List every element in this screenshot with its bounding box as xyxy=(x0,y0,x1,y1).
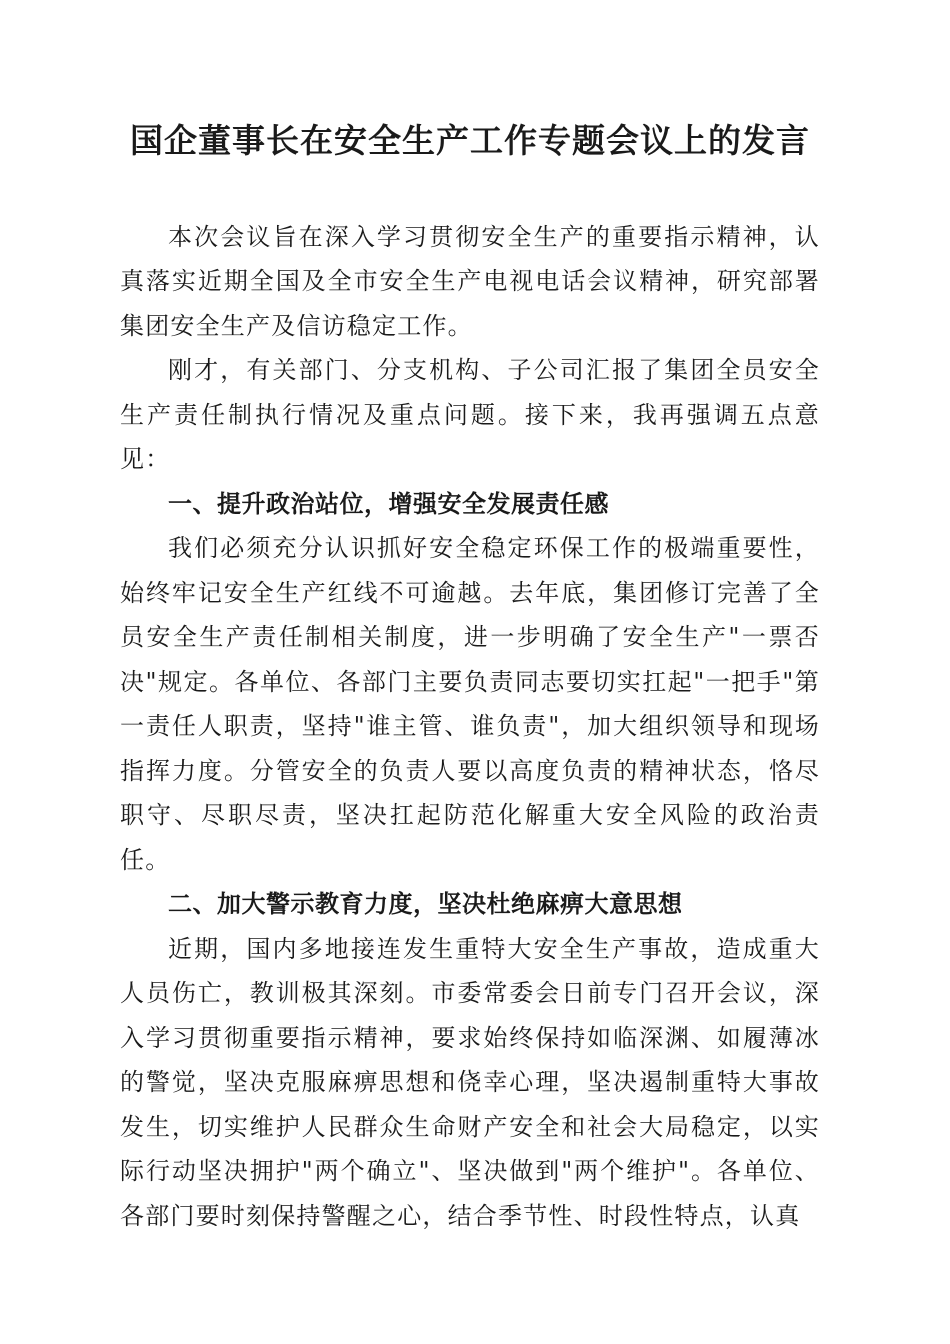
intro-paragraph: 刚才，有关部门、分支机构、子公司汇报了集团全员安全生产责任制执行情况及重点问题。接下来，我再强调五点意见： xyxy=(120,356,820,474)
section-paragraph: 近期，国内多地接连发生重特大安全生产事故，造成重大人员伤亡，教训极其深刻。市委常委会日前专门召开会议，深入学习贯彻重要指示精神，要求始终保持如临深渊、如履薄冰的警觉，坚决克服麻痹思想和侥幸心理，坚决遏制重特大事故发生，切实维护人民群众生命财产安全和社会大局稳定，以实际行动坚决拥护"两个确立"、坚决做到"两个维护"。各单位、各部门要时刻保持警醒之心，结合季节性、时段性特点，认真 xyxy=(120,934,820,1230)
document-body xyxy=(120,215,820,1239)
section-heading: 二、加大警示教育力度，坚决杜绝麻痹大意思想 xyxy=(168,890,683,919)
document-title: 国企董事长在安全生产工作专题会议上的发言 xyxy=(130,121,810,160)
section xyxy=(120,482,820,883)
section-heading: 一、提升政治站位，增强安全发展责任感 xyxy=(168,489,609,518)
document-page xyxy=(120,120,820,1238)
intro-paragraph: 本次会议旨在深入学习贯彻安全生产的重要指示精神，认真落实近期全国及全市安全生产电视电话会议精神，研究部署集团安全生产及信访稳定工作。 xyxy=(120,222,820,340)
section-paragraph: 我们必须充分认识抓好安全稳定环保工作的极端重要性，始终牢记安全生产红线不可逾越。去年底，集团修订完善了全员安全生产责任制相关制度，进一步明确了安全生产"一票否决"规定。各单位、各部门主要负责同志要切实扛起"一把手"第一责任人职责，坚持"谁主管、谁负责"，加大组织领导和现场指挥力度。分管安全的负责人要以高度负责的精神状态，恪尽职守、尽职尽责，坚决扛起防范化解重大安全风险的政治责任。 xyxy=(120,534,820,874)
section xyxy=(120,882,820,1238)
